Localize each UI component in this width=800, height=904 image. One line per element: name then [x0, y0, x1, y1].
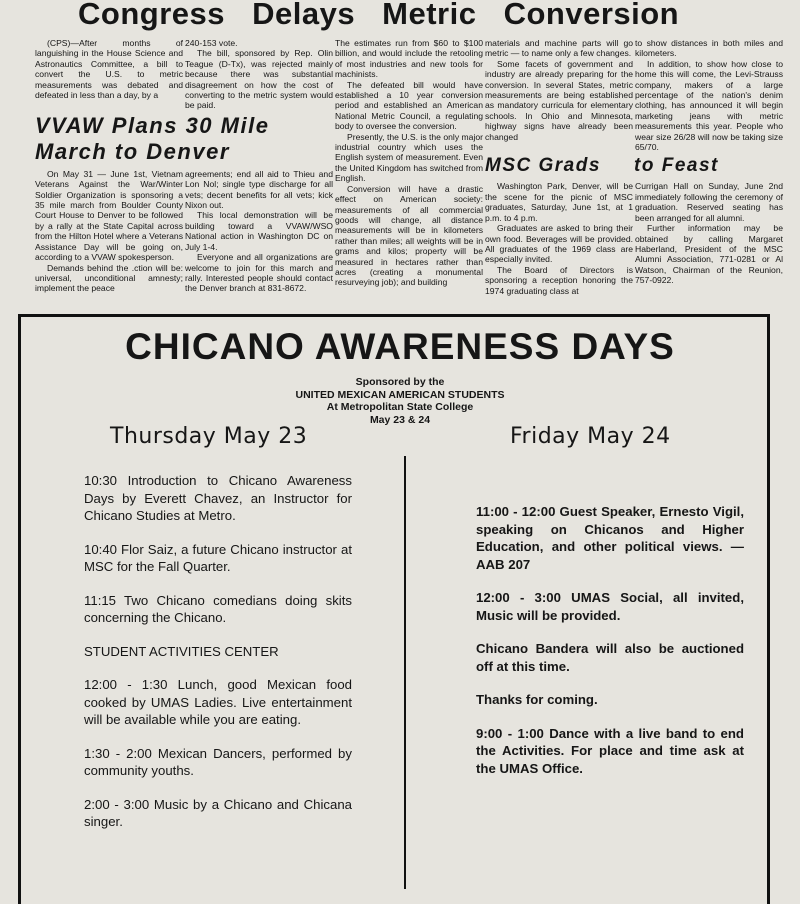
metric-column-4 — [485, 38, 633, 142]
paragraph: Demands behind the .ction will be: universal, unconditional amnesty; implement the peace — [35, 262, 183, 294]
msc-row — [485, 181, 783, 295]
friday-heading: Friday May 24 — [510, 424, 671, 449]
paragraph: 12:00 - 1:30 Lunch, good Mexican food cooked by UMAS Ladies. Live entertainment will be available while you are eating. — [84, 677, 352, 727]
thursday-heading: Thursday May 23 — [110, 424, 308, 449]
paragraph: Thanks for coming. — [476, 692, 598, 707]
paragraph: Washington Park, Denver, will be the scene for the picnic of MSC graduates, Saturday, June 1st, at 1 p.m. to 4 p.m. — [485, 181, 633, 223]
metric-column-1 — [35, 38, 183, 100]
right-block — [485, 38, 783, 296]
paragraph: Some facets of government and industry are already preparing for the conversion. In several States, metric measurements are being established as mandatory curricula for elementary schools. In Ohio and Minnesota, highway signs have already been changed — [485, 58, 633, 142]
paragraph: 2:00 - 3:00 Music by a Chicano and Chicana singer. — [84, 796, 352, 829]
paragraph: Chicano Bandera will also be auctioned off at this time. — [476, 641, 744, 674]
vvaw-row — [35, 169, 333, 294]
paragraph: to show distances in both miles and kilometers. — [635, 38, 783, 59]
column-divider — [404, 456, 406, 889]
msc-column-1 — [485, 181, 633, 295]
friday-schedule — [476, 503, 744, 793]
paragraph: This local demonstration will be building toward a VVAW/WSO National action in Washington DC on July 1-4. — [185, 210, 333, 252]
middle-block — [335, 38, 483, 288]
metric-column-5 — [635, 38, 783, 152]
paragraph: On May 31 — June 1st, Vietnam Veterans Against the War/Winter Soldier Organization is sponsoring a 35 mile march from Boulder County Court House to Denver to be followed by a rally at the State Capital across from the Hilton Hotel where a Veterans Assistance Day will be going on, according to a VVAW spokesperson. — [35, 168, 183, 263]
paragraph: 12:00 - 3:00 UMAS Social, all invited, Music will be provided. — [476, 590, 744, 623]
paragraph: Graduates are asked to bring their own food. Beverages will be provided. All graduates of the 1969 class are especially invited. — [485, 223, 633, 265]
paragraph: In addition, to show how close to home this will come, the Levi-Strauss company, makers of a large percentage of the nation's denim clothing, has announced it will begin marketing jeans with metric measurements this year. People who wear size 26/28 will now be taking size 65/70. — [635, 58, 783, 153]
paragraph: 11:00 - 12:00 Guest Speaker, Ernesto Vigil, speaking on Chicanos and Higher Education, and other political views. — AAB 207 — [476, 504, 744, 572]
msc-headline-part2: to Feast — [634, 155, 719, 177]
sponsor-line: At Metropolitan State College — [326, 401, 474, 413]
paragraph: 1:30 - 2:00 Mexican Dancers, performed by community youths. — [84, 745, 352, 778]
paragraph: agreements; end all aid to Thieu and Lon Nol; single type discharge for all vets; decent benefits for all vets; kick Nixon out. — [185, 168, 333, 211]
sponsor-line: May 23 & 24 — [369, 413, 431, 426]
vvaw-column-1 — [35, 169, 183, 294]
sponsor-line: Sponsored by the — [355, 376, 445, 388]
vvaw-headline-line2: March to Denver — [35, 138, 230, 164]
paragraph: (CPS)—After months of languishing in the House Science and Astronautics Committee, a bill to convert the U.S. to metric measurements was debated and defeated in less than a day, by a — [35, 38, 183, 101]
metric-headline: Congress Delays Metric Conversion — [78, 0, 680, 31]
msc-headline — [485, 155, 783, 177]
paragraph: Conversion will have a drastic effect on American society: measurements of all commercial goods will change, all distance measurements will be in kilometers rather than miles; all weights will be in grams and kilos; property will be measured in hectares rather than acres (creating a monumental resurveying job); and building — [335, 183, 483, 288]
paragraph: materials and machine parts will go metric — to name only a few changes. — [485, 38, 633, 59]
metric-right-row — [485, 38, 783, 152]
paragraph: Everyone and all organizations are welcome to join for this march and rally. Interested people should contact the Denver branch at 831-8672. — [185, 252, 333, 294]
paragraph: 240-153 vote. — [185, 38, 238, 48]
msc-headline-part1: MSC Grads — [485, 155, 601, 177]
paragraph: The bill, sponsored by Rep. Olin Teague (D-Tx), was rejected mainly because there was substantial disagreement on how the cost of converting to the metric system would be paid. — [185, 48, 333, 111]
paragraph: 11:15 Two Chicano comedians doing skits concerning the Chicano. — [84, 592, 352, 625]
metric-column-2 — [185, 38, 333, 111]
paragraph: 10:30 Introduction to Chicano Awareness Days by Everett Chavez, an Instructor for Chicano Studies at Metro. — [84, 473, 352, 523]
paragraph: The estimates run from $60 to $100 billion, and would include the retooling of most industries and new tools for machinists. — [335, 38, 483, 80]
paragraph: The defeated bill would have established a 10 year conversion period and established an American National Metric Council, a regulating body to oversee the conversion. — [335, 79, 483, 132]
metric-left-row — [35, 38, 333, 111]
paragraph: 10:40 Flor Saiz, a future Chicano instructor at MSC for the Fall Quarter. — [84, 541, 352, 574]
chicano-sponsor — [0, 376, 800, 426]
msc-column-2 — [635, 181, 783, 285]
left-block — [35, 38, 333, 294]
metric-column-3 — [335, 38, 483, 288]
paragraph: STUDENT ACTIVITIES CENTER — [84, 643, 279, 659]
paragraph: Currigan Hall on Sunday, June 2nd immediately following the ceremony of graduation. Reserved seating has been arranged for all alumni. — [635, 181, 783, 223]
paragraph: Further information may be obtained by calling Margaret Haberland, President of the MSC Alumni Association, 771-0281 or Al Watson, Chairman of the Reunion, 757-0922. — [635, 223, 783, 286]
paragraph: 9:00 - 1:00 Dance with a live band to end the Activities. For place and time ask at the UMAS Office. — [476, 725, 744, 776]
paragraph: The Board of Directors is sponsoring a reception honoring the 1974 graduating class at — [485, 264, 633, 296]
sponsor-line: UNITED MEXICAN AMERICAN STUDENTS — [295, 388, 505, 401]
thursday-schedule — [84, 472, 352, 847]
vvaw-column-2 — [185, 169, 333, 294]
chicano-ad-title: CHICANO AWARENESS DAYS — [125, 326, 675, 367]
paragraph: Presently, the U.S. is the only major industrial country which uses the English system of measurement. Even the United Kingdom has switched from English. — [335, 131, 483, 184]
vvaw-headline-line1: VVAW Plans 30 Mile — [35, 112, 270, 138]
